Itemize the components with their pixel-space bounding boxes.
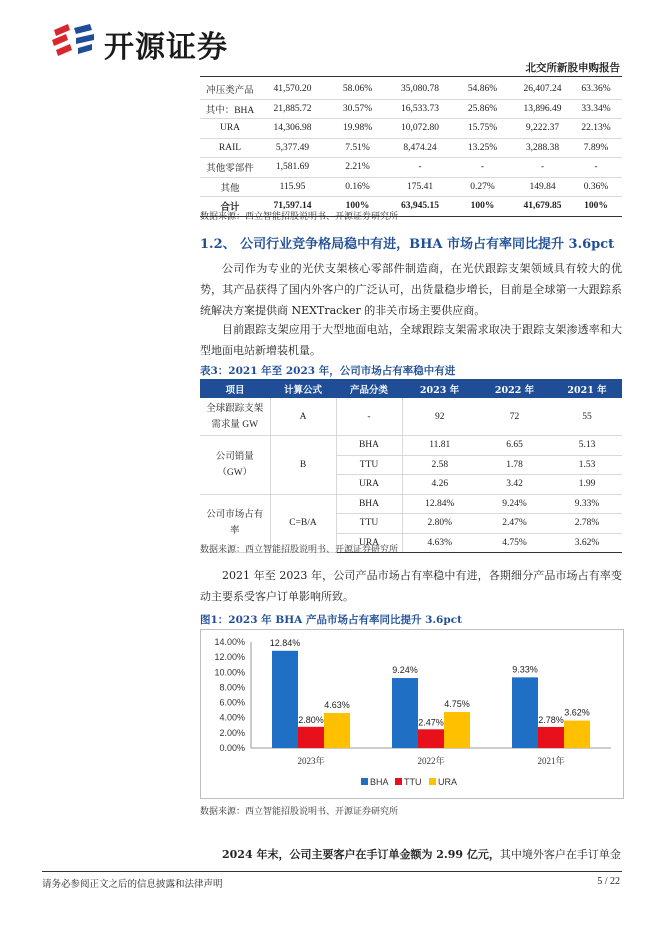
section-title: 1.2、 公司行业竞争格局稳中有进，BHA 市场占有率同比提升 3.6pct [200, 237, 615, 252]
table-row: URA 4.26 3.42 1.99 [200, 475, 622, 495]
paragraph-2: 目前跟踪支架应用于大型地面电站，全球跟踪支架需求取决于跟踪支架渗透率和大型地面电站新增装机量。 [200, 323, 622, 357]
market-share-bar-chart [201, 630, 623, 798]
x-tick-label: 2023年 [297, 756, 325, 766]
data-label: 9.24% [392, 665, 418, 676]
table-row: URA 14,306.98 19.98% 10,072.80 15.75% 9,222.37 22.13% [200, 119, 622, 139]
legend-label: URA [438, 777, 458, 787]
legend-swatch-bha [361, 778, 368, 785]
table-row: TTU 2.80% 2.47% 2.78% [200, 514, 622, 534]
legend-swatch-ttu [395, 778, 402, 785]
revenue-table [200, 80, 622, 217]
table-row: 冲压类产品 41,570.20 58.06% 35,080.78 54.86% 26,407.24 63.36% [200, 80, 622, 99]
y-tick-label: 10.00% [214, 667, 245, 678]
bar-ttu [418, 729, 444, 748]
data-label: 2.47% [418, 717, 444, 728]
bar-ttu [298, 727, 324, 748]
paragraph-3: 2021 年至 2023 年，公司产品市场占有率稳中有进，各期细分产品市场占有率变动主要系受客户订单影响所致。 [200, 569, 622, 603]
table-row: 其中：BHA 21,885.72 30.57% 16,533.73 25.86% 13,896.49 33.34% [200, 99, 622, 119]
bar-bha [272, 651, 298, 748]
x-tick-label: 2021年 [537, 756, 565, 766]
chart-title: 图1：2023 年 BHA 产品市场占有率同比提升 3.6pct [200, 614, 462, 626]
paragraph-1: 公司作为专业的光伏支架核心零部件制造商，在光伏跟踪支架领域具有较大的优势，其产品获得了国内外客户的广泛认可，出货量稳步增长，目前是全球第一大跟踪系统解决方案提供商 NEXTracker 的非关市场主要供应商。 [200, 262, 622, 317]
table-row: TTU 2.58 1.78 1.53 [200, 455, 622, 475]
bar-ura [444, 712, 470, 748]
bar-ura [324, 713, 350, 748]
y-tick-label: 12.00% [214, 652, 245, 663]
table2-title: 表3：2021 年至 2023 年，公司市场占有率稳中有进 [200, 365, 456, 377]
table-row: URA 4.63% 4.75% 3.62% [200, 533, 622, 553]
data-label: 3.62% [564, 707, 590, 718]
paragraph-4-rest: 其中境外客户在手订单金 [499, 848, 621, 861]
table-row: 其他 115.95 0.16% 175.41 0.27% 149.84 0.36% [200, 177, 622, 197]
y-tick-label: 14.00% [214, 637, 245, 647]
table-row: 公司市场占有率 C=B/A BHA 12.84% 9.24% 9.33% [200, 494, 622, 514]
y-tick-label: 0.00% [219, 743, 245, 753]
data-label: 4.63% [324, 699, 350, 710]
market-share-table [200, 379, 622, 553]
data-label: 9.33% [512, 664, 538, 675]
y-tick-label: 6.00% [219, 697, 245, 708]
bar-ttu [538, 727, 564, 748]
data-label: 2.80% [298, 714, 324, 725]
table-row: RAIL 5,377.49 7.51% 8,474.24 13.25% 3,288.38 7.89% [200, 138, 622, 158]
report-type: 北交所新股申购报告 [525, 62, 620, 74]
paragraph-4-bold: 2024 年末，公司主要客户在手订单金额为 2.99 亿元， [222, 848, 500, 861]
table-row: 其他零部件 1,581.69 2.21% - - - - [200, 158, 622, 178]
bar-ura [564, 721, 590, 748]
table1-source: 数据来源：西立智能招股说明书、开源证券研究所 [200, 212, 399, 222]
chart-source: 数据来源：西立智能招股说明书、开源证券研究所 [200, 807, 399, 817]
data-label: 2.78% [538, 714, 564, 725]
company-logo-icon [50, 22, 96, 58]
page-number: 5 / 22 [597, 876, 620, 887]
company-name: 开源证券 [104, 30, 228, 65]
table-header-row: 项目 计算公式 产品分类 2023 年 2022 年 2021 年 [200, 379, 622, 398]
y-tick-label: 2.00% [219, 727, 245, 738]
footer-disclaimer: 请务必参阅正文之后的信息披露和法律声明 [42, 879, 223, 890]
table-row: 全球跟踪支架需求量 GW A - 92 72 55 [200, 398, 622, 436]
legend-swatch-ura [429, 778, 436, 785]
table-total-row: 合计 71,597.14 100% 63,945.15 100% 41,679.85 100% [200, 197, 622, 217]
x-tick-label: 2022年 [417, 756, 445, 766]
paragraph-4 [200, 844, 622, 865]
footer-divider [42, 871, 622, 872]
table-row: 公司销量（GW） B BHA 11.81 6.65 5.13 [200, 436, 622, 456]
y-tick-label: 8.00% [219, 682, 245, 693]
legend-label: BHA [370, 777, 389, 787]
data-label: 12.84% [269, 637, 301, 648]
y-tick-label: 4.00% [219, 712, 245, 723]
table2-source: 数据来源：西立智能招股说明书、开源证券研究所 [200, 545, 399, 555]
data-label: 4.75% [444, 699, 470, 710]
bar-bha [512, 677, 538, 748]
bar-bha [392, 678, 418, 748]
header-divider [200, 76, 622, 77]
legend-label: TTU [404, 777, 422, 787]
chart-frame [200, 629, 624, 799]
